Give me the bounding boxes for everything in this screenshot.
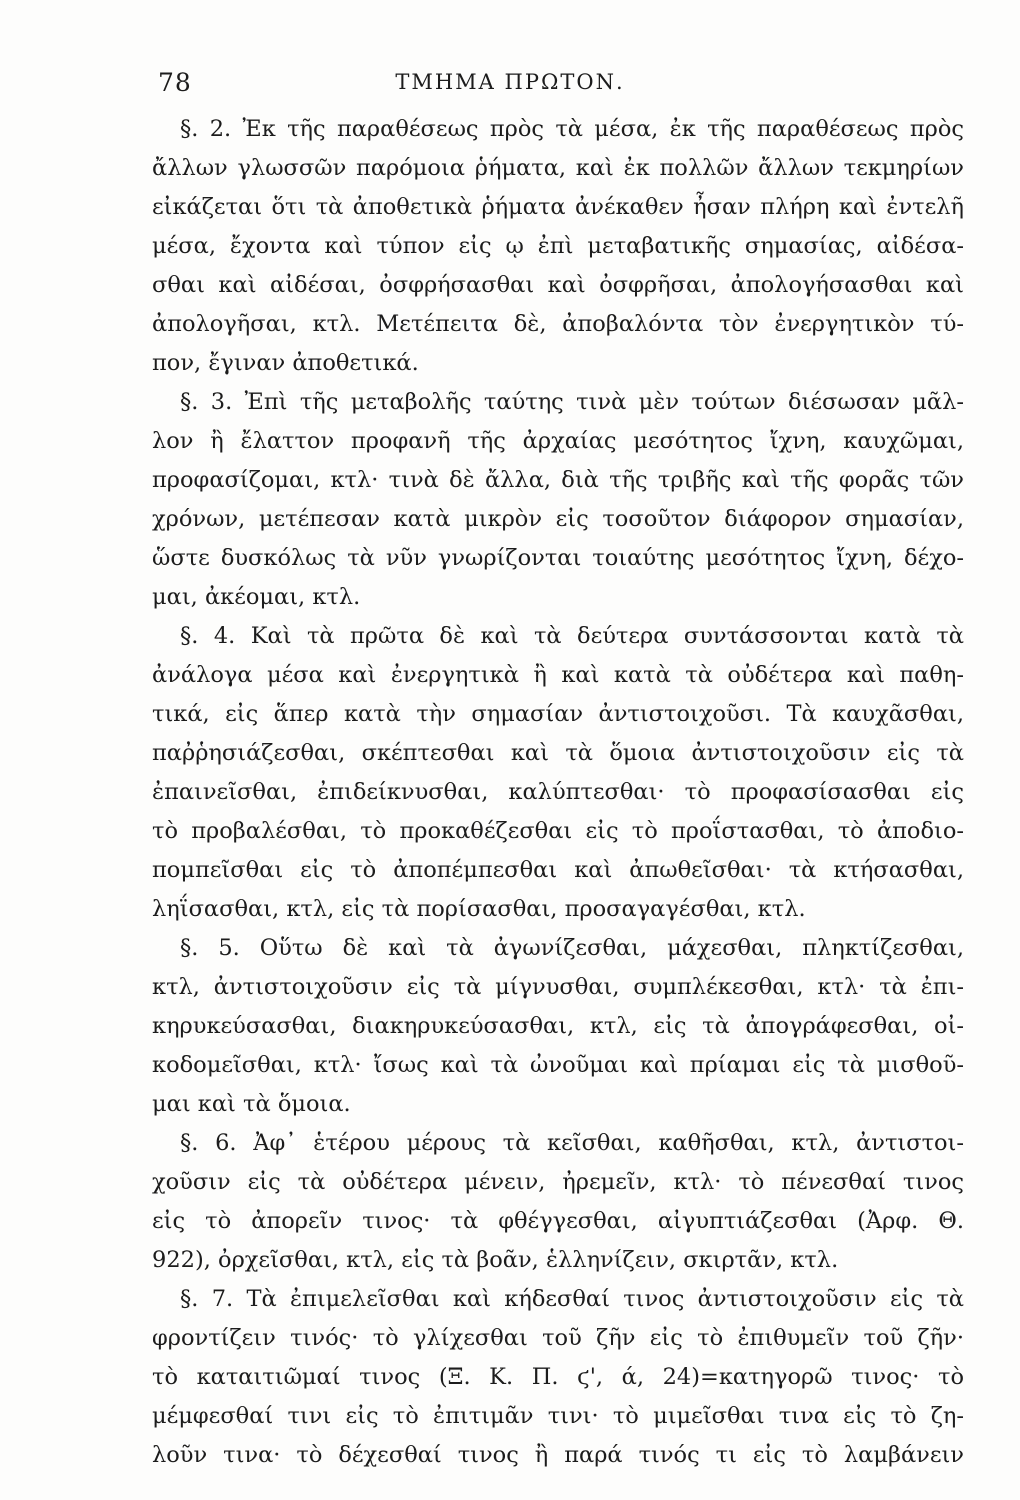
paragraph-5-line: κοδομεῖσθαι, κτλ· ἴσως καὶ τὰ ὠνοῦμαι καὶ πρίαμαι εἰς τὰ μισθοῦ-: [152, 1052, 964, 1078]
paragraph-2-line: §. 2. Ἐκ τῆς παραθέσεως πρὸς τὰ μέσα, ἐκ τῆς παραθέσεως πρὸς: [180, 116, 964, 142]
paragraph-4-line: ληΐσασθαι, κτλ, εἰς τὰ πορίσασθαι, προσαγαγέσθαι, κτλ.: [152, 896, 806, 922]
paragraph-2-line: εἰκάζεται ὅτι τὰ ἀποθετικὰ ῥήματα ἀνέκαθεν ἦσαν πλήρη καὶ ἐντελῆ: [152, 194, 964, 220]
paragraph-6-line: χοῦσιν εἰς τὰ οὐδέτερα μένειν, ἠρεμεῖν, κτλ· τὸ πένεσθαί τινος: [152, 1169, 964, 1195]
body-text: [152, 110, 964, 1475]
paragraph-7-line: τὸ καταιτιῶμαί τινος (Ξ. Κ. Π. ϛ', ά, 24)=κατηγορῶ τινος· τὸ: [152, 1364, 964, 1390]
paragraph-2-line: μέσα, ἔχοντα καὶ τύπον εἰς ῳ ἐπὶ μεταβατικῆς σημασίας, αἰδέσα-: [152, 233, 964, 259]
paragraph-4-line: §. 4. Καὶ τὰ πρῶτα δὲ καὶ τὰ δεύτερα συντάσσονται κατὰ τὰ: [180, 623, 964, 649]
paragraph-7-line: §. 7. Τὰ ἐπιμελεῖσθαι καὶ κήδεσθαί τινος ἀντιστοιχοῦσιν εἰς τὰ: [180, 1286, 964, 1312]
paragraph-4-line: παῤῥησιάζεσθαι, σκέπτεσθαι καὶ τὰ ὅμοια ἀντιστοιχοῦσιν εἰς τὰ: [152, 740, 964, 766]
paragraph-3-line: λον ἢ ἔλαττον προφανῆ τῆς ἀρχαίας μεσότητος ἴχνη, καυχῶμαι,: [152, 428, 964, 454]
paragraph-3-line: §. 3. Ἐπὶ τῆς μεταβολῆς ταύτης τινὰ μὲν τούτων διέσωσαν μᾶλ-: [180, 389, 964, 415]
paragraph-4-line: τικά, εἰς ἅπερ κατὰ τὴν σημασίαν ἀντιστοιχοῦσι. Τὰ καυχᾶσθαι,: [152, 701, 964, 727]
paragraph-5-line: κηρυκεύσασθαι, διακηρυκεύσασθαι, κτλ, εἰς τὰ ἀπογράφεσθαι, οἰ-: [152, 1013, 964, 1039]
paragraph-2-line: σθαι καὶ αἰδέσαι, ὀσφρήσασθαι καὶ ὀσφρῆσαι, ἀπολογήσασθαι καὶ: [152, 272, 964, 298]
paragraph-7-line: λοῦν τινα· τὸ δέχεσθαί τινος ἢ παρά τινός τι εἰς τὸ λαμβάνειν: [152, 1442, 964, 1468]
paragraph-2-line: ἀπολογῆσαι, κτλ. Μετέπειτα δὲ, ἀποβαλόντα τὸν ἐνεργητικὸν τύ-: [152, 311, 964, 337]
paragraph-4-line: ἐπαινεῖσθαι, ἐπιδείκνυσθαι, καλύπτεσθαι· τὸ προφασίσασθαι εἰς: [152, 779, 964, 805]
paragraph-5-line: κτλ, ἀντιστοιχοῦσιν εἰς τὰ μίγνυσθαι, συμπλέκεσθαι, κτλ· τὰ ἐπι-: [152, 974, 964, 1000]
section-title: ΤΜΗΜΑ ΠΡΩΤΟΝ.: [395, 70, 625, 94]
paragraph-4-line: πομπεῖσθαι εἰς τὸ ἀποπέμπεσθαι καὶ ἀπωθεῖσθαι· τὰ κτήσασθαι,: [152, 857, 964, 883]
page-number: 78: [158, 68, 192, 97]
paragraph-5-line: μαι καὶ τὰ ὅμοια.: [152, 1091, 351, 1117]
paragraph-7-line: μέμφεσθαί τινι εἰς τὸ ἐπιτιμᾶν τινι· τὸ μιμεῖσθαι τινα εἰς τὸ ζη-: [152, 1403, 964, 1429]
paragraph-6-line: εἰς τὸ ἀπορεῖν τινος· τὰ φθέγγεσθαι, αἰγυπτιάζεσθαι (Ἀρφ. Θ.: [152, 1208, 964, 1234]
paragraph-3-line: προφασίζομαι, κτλ· τινὰ δὲ ἄλλα, διὰ τῆς τριβῆς καὶ τῆς φορᾶς τῶν: [152, 467, 964, 493]
paragraph-3-line: μαι, ἀκέομαι, κτλ.: [152, 584, 361, 610]
paragraph-4-line: ἀνάλογα μέσα καὶ ἐνεργητικὰ ἢ καὶ κατὰ τὰ οὐδέτερα καὶ παθη-: [152, 662, 964, 688]
paragraph-6-line: §. 6. Ἀφ᾽ ἑτέρου μέρους τὰ κεῖσθαι, καθῆσθαι, κτλ, ἀντιστοι-: [180, 1130, 964, 1156]
paragraph-3-line: ὥστε δυσκόλως τὰ νῦν γνωρίζονται τοιαύτης μεσότητος ἴχνη, δέχο-: [152, 545, 964, 571]
paragraph-3-line: χρόνων, μετέπεσαν κατὰ μικρὸν εἰς τοσοῦτον διάφορον σημασίαν,: [152, 506, 964, 532]
running-head: [152, 68, 868, 104]
paragraph-7-line: φροντίζειν τινός· τὸ γλίχεσθαι τοῦ ζῆν εἰς τὸ ἐπιθυμεῖν τοῦ ζῆν·: [152, 1325, 964, 1351]
paragraph-6-line: 922), ὀρχεῖσθαι, κτλ, εἰς τὰ βοᾶν, ἑλληνίζειν, σκιρτᾶν, κτλ.: [152, 1247, 839, 1273]
paragraph-5-line: §. 5. Οὕτω δὲ καὶ τὰ ἀγωνίζεσθαι, μάχεσθαι, πληκτίζεσθαι,: [180, 935, 964, 961]
paragraph-2-line: ἄλλων γλωσσῶν παρόμοια ῥήματα, καὶ ἐκ πολλῶν ἄλλων τεκμηρίων: [152, 155, 964, 181]
paragraph-4-line: τὸ προβαλέσθαι, τὸ προκαθέζεσθαι εἰς τὸ προΐστασθαι, τὸ ἀποδιο-: [152, 818, 964, 844]
paragraph-2-line: πον, ἔγιναν ἀποθετικά.: [152, 350, 419, 376]
